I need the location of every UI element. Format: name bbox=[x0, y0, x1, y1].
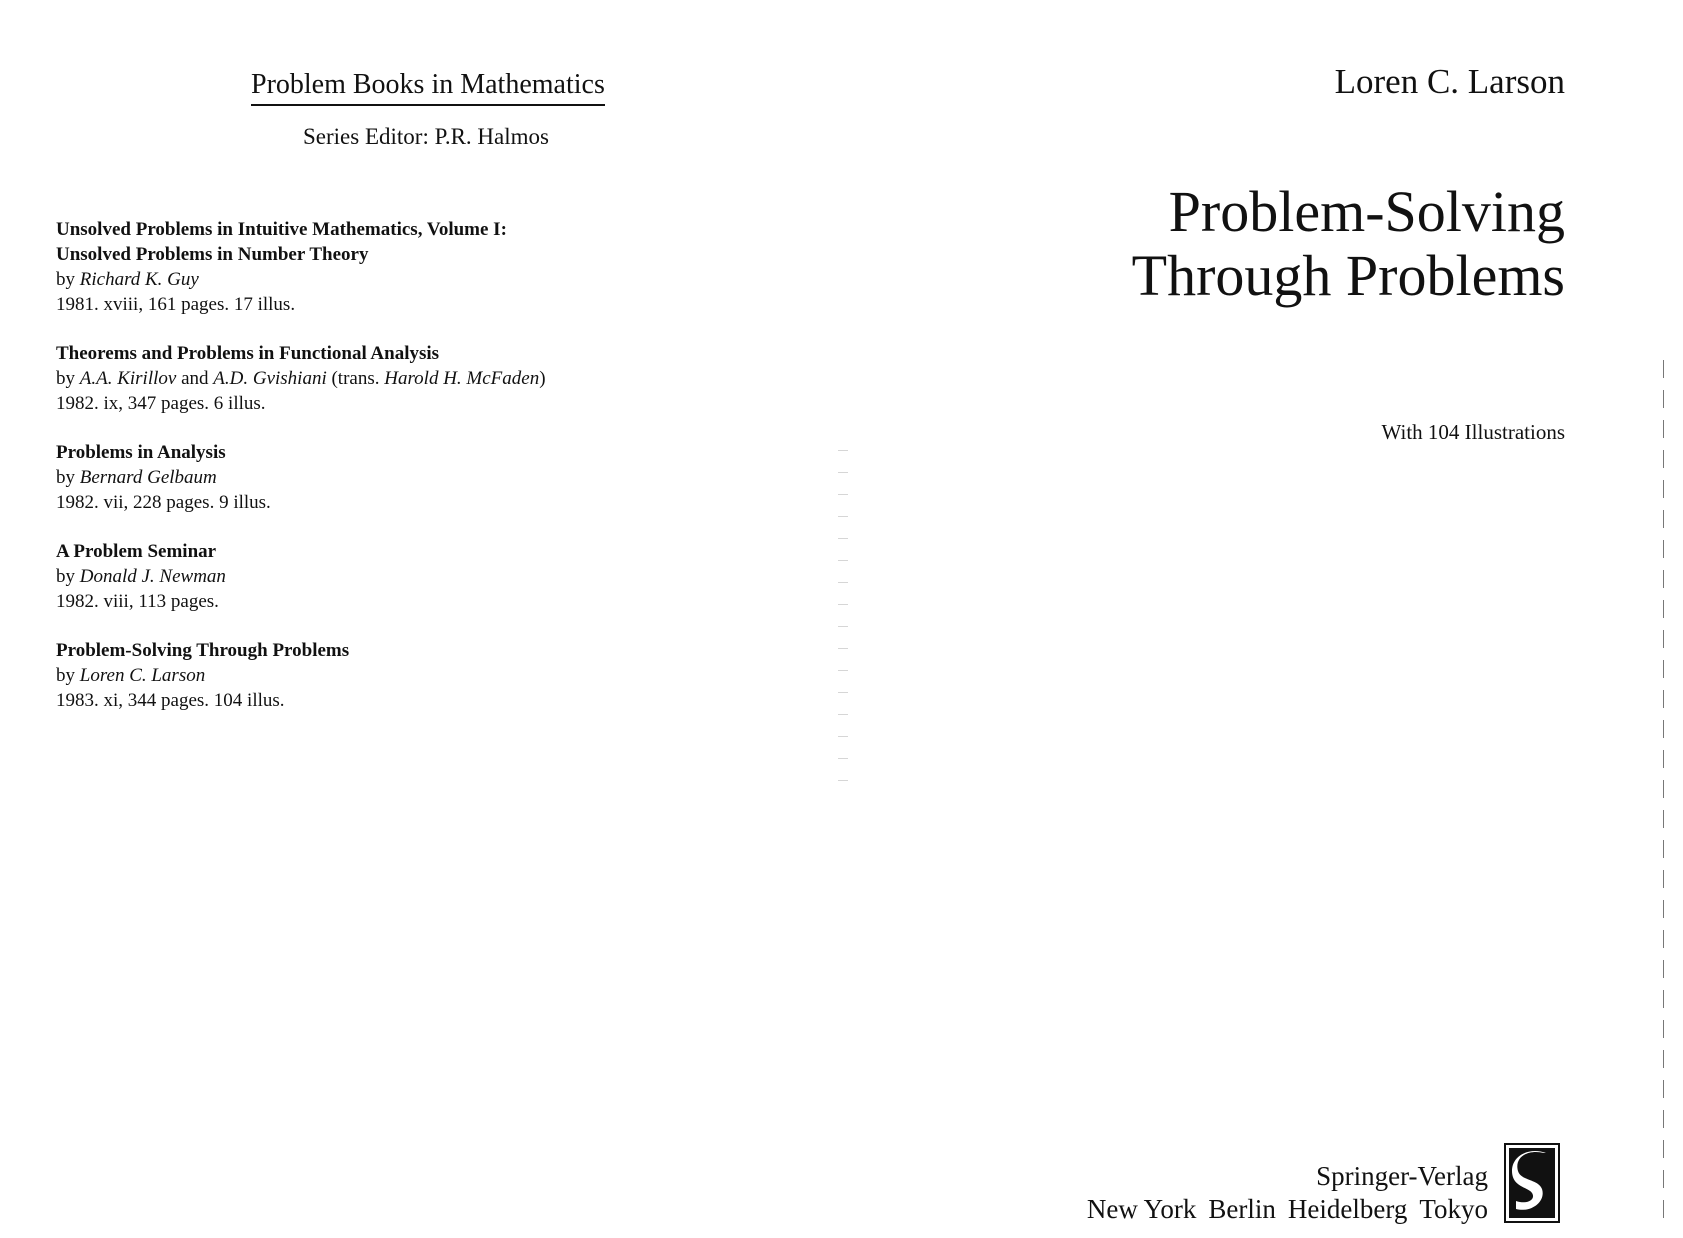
book-pubinfo: 1983. xi, 344 pages. 104 illus. bbox=[56, 690, 285, 711]
book-byline bbox=[56, 267, 776, 292]
publisher-block bbox=[1087, 1160, 1488, 1226]
book-title: Theorems and Problems in Functional Analysis bbox=[56, 343, 440, 364]
trans-prefix: (trans. bbox=[331, 368, 380, 389]
book-entry bbox=[56, 440, 776, 515]
book-author: Bernard Gelbaum bbox=[79, 467, 217, 488]
book-main-title-line: Through Problems bbox=[1131, 243, 1565, 308]
book-byline bbox=[56, 663, 776, 688]
book-pubinfo: 1982. viii, 113 pages. bbox=[56, 591, 219, 612]
trans-suffix: ) bbox=[539, 368, 546, 389]
series-title: Problem Books in Mathematics bbox=[251, 68, 605, 106]
book-author: A.D. Gvishiani bbox=[213, 368, 327, 389]
book-list bbox=[56, 217, 776, 737]
and-label: and bbox=[181, 368, 209, 389]
by-label: by bbox=[56, 665, 75, 686]
book-title: Unsolved Problems in Intuitive Mathematics, Volume I: bbox=[56, 219, 507, 240]
publisher-city: New York bbox=[1086, 1194, 1197, 1224]
book-byline bbox=[56, 564, 776, 589]
book-main-title bbox=[1132, 180, 1565, 308]
by-label: by bbox=[56, 566, 75, 587]
book-title: Unsolved Problems in Number Theory bbox=[56, 244, 369, 265]
book-byline bbox=[56, 366, 776, 391]
by-label: by bbox=[56, 269, 75, 290]
book-main-title-line: Problem-Solving bbox=[1168, 179, 1565, 244]
publisher-city: Berlin bbox=[1208, 1194, 1276, 1224]
by-label: by bbox=[56, 368, 75, 389]
left-page bbox=[0, 0, 841, 1238]
book-pubinfo: 1982. vii, 228 pages. 9 illus. bbox=[56, 492, 271, 513]
right-page bbox=[841, 0, 1683, 1238]
publisher-city: Tokyo bbox=[1419, 1194, 1488, 1224]
series-editor: Series Editor: P.R. Halmos bbox=[303, 124, 549, 149]
book-author: Donald J. Newman bbox=[79, 566, 226, 587]
book-title: A Problem Seminar bbox=[56, 541, 217, 562]
book-author: Loren C. Larson bbox=[79, 665, 206, 686]
publisher-name: Springer-Verlag bbox=[1316, 1161, 1488, 1191]
book-pubinfo: 1981. xviii, 161 pages. 17 illus. bbox=[56, 294, 296, 315]
book-entry bbox=[56, 341, 776, 416]
book-entry bbox=[56, 638, 776, 713]
book-pubinfo: 1982. ix, 347 pages. 6 illus. bbox=[56, 393, 266, 414]
book-title: Problem-Solving Through Problems bbox=[56, 640, 350, 661]
book-author: A.A. Kirillov bbox=[79, 368, 177, 389]
publisher-cities bbox=[1087, 1193, 1488, 1226]
by-label: by bbox=[56, 467, 75, 488]
title-page-author: Loren C. Larson bbox=[1334, 62, 1565, 101]
book-translator: Harold H. McFaden bbox=[384, 368, 540, 389]
publisher-city: Heidelberg bbox=[1287, 1194, 1408, 1224]
page-edge-line bbox=[1663, 360, 1664, 1220]
springer-logo-icon bbox=[1504, 1143, 1560, 1223]
book-entry bbox=[56, 217, 776, 317]
illustrations-note: With 104 Illustrations bbox=[1381, 420, 1565, 444]
book-author: Richard K. Guy bbox=[79, 269, 199, 290]
book-title: Problems in Analysis bbox=[56, 442, 226, 463]
book-entry bbox=[56, 539, 776, 614]
book-byline bbox=[56, 465, 776, 490]
